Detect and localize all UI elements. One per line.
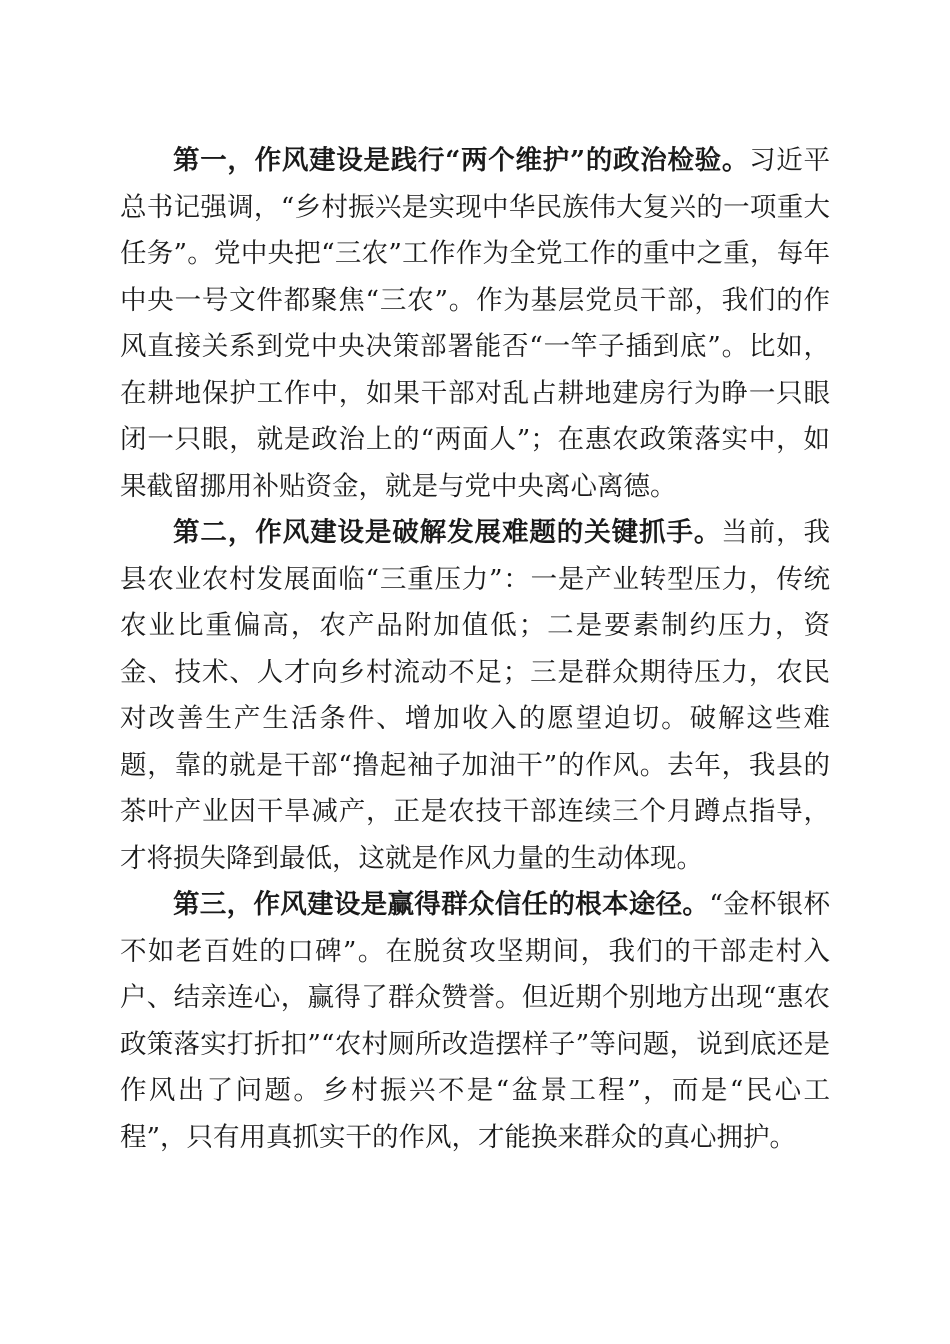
paragraph-2-body: 当前，我县农业农村发展面临“三重压力”：一是产业转型压力，传统农业比重偏高，农产品附加值低；二是要素制约压力，资金、技术、人才向乡村流动不足；三是群众期待压力，农民对改善生产生活条件、增加收入的愿望迫切。破解这些难题，靠的就是干部“撸起袖子加油干”的作风。去年，我县的茶叶产业因干旱减产，正是农技干部连续三个月蹲点指导，才将损失降到最低，这就是作风力量的生动体现。 (120, 517, 831, 874)
paragraph-3-body: “金杯银杯不如老百姓的口碑”。在脱贫攻坚期间，我们的干部走村入户、结亲连心，赢得了群众赞誉。但近期个别地方出现“惠农政策落实打折扣”“农村厕所改造摆样子”等问题，说到底还是作风出了问题。乡村振兴不是“盆景工程”，而是“民心工程”，只有用真抓实干的作风，才能换来群众的真心拥护。 (120, 889, 830, 1153)
paragraph-2 (120, 510, 830, 882)
paragraph-1 (120, 138, 830, 510)
paragraph-3-lead: 第三，作风建设是赢得群众信任的根本途径。 (173, 889, 710, 920)
paragraph-3 (120, 882, 830, 1161)
document-body (120, 138, 830, 1161)
paragraph-1-lead: 第一，作风建设是践行“两个维护”的政治检验。 (173, 145, 750, 176)
paragraph-1-body: 习近平总书记强调，“乡村振兴是实现中华民族伟大复兴的一项重大任务”。党中央把“三农”工作作为全党工作的重中之重，每年中央一号文件都聚焦“三农”。作为基层党员干部，我们的作风直接关系到党中央决策部署能否“一竿子插到底”。比如，在耕地保护工作中，如果干部对乱占耕地建房行为睁一只眼闭一只眼，就是政治上的“两面人”；在惠农政策落实中，如果截留挪用补贴资金，就是与党中央离心离德。 (120, 145, 830, 502)
paragraph-2-lead: 第二，作风建设是破解发展难题的关键抓手。 (173, 517, 722, 548)
